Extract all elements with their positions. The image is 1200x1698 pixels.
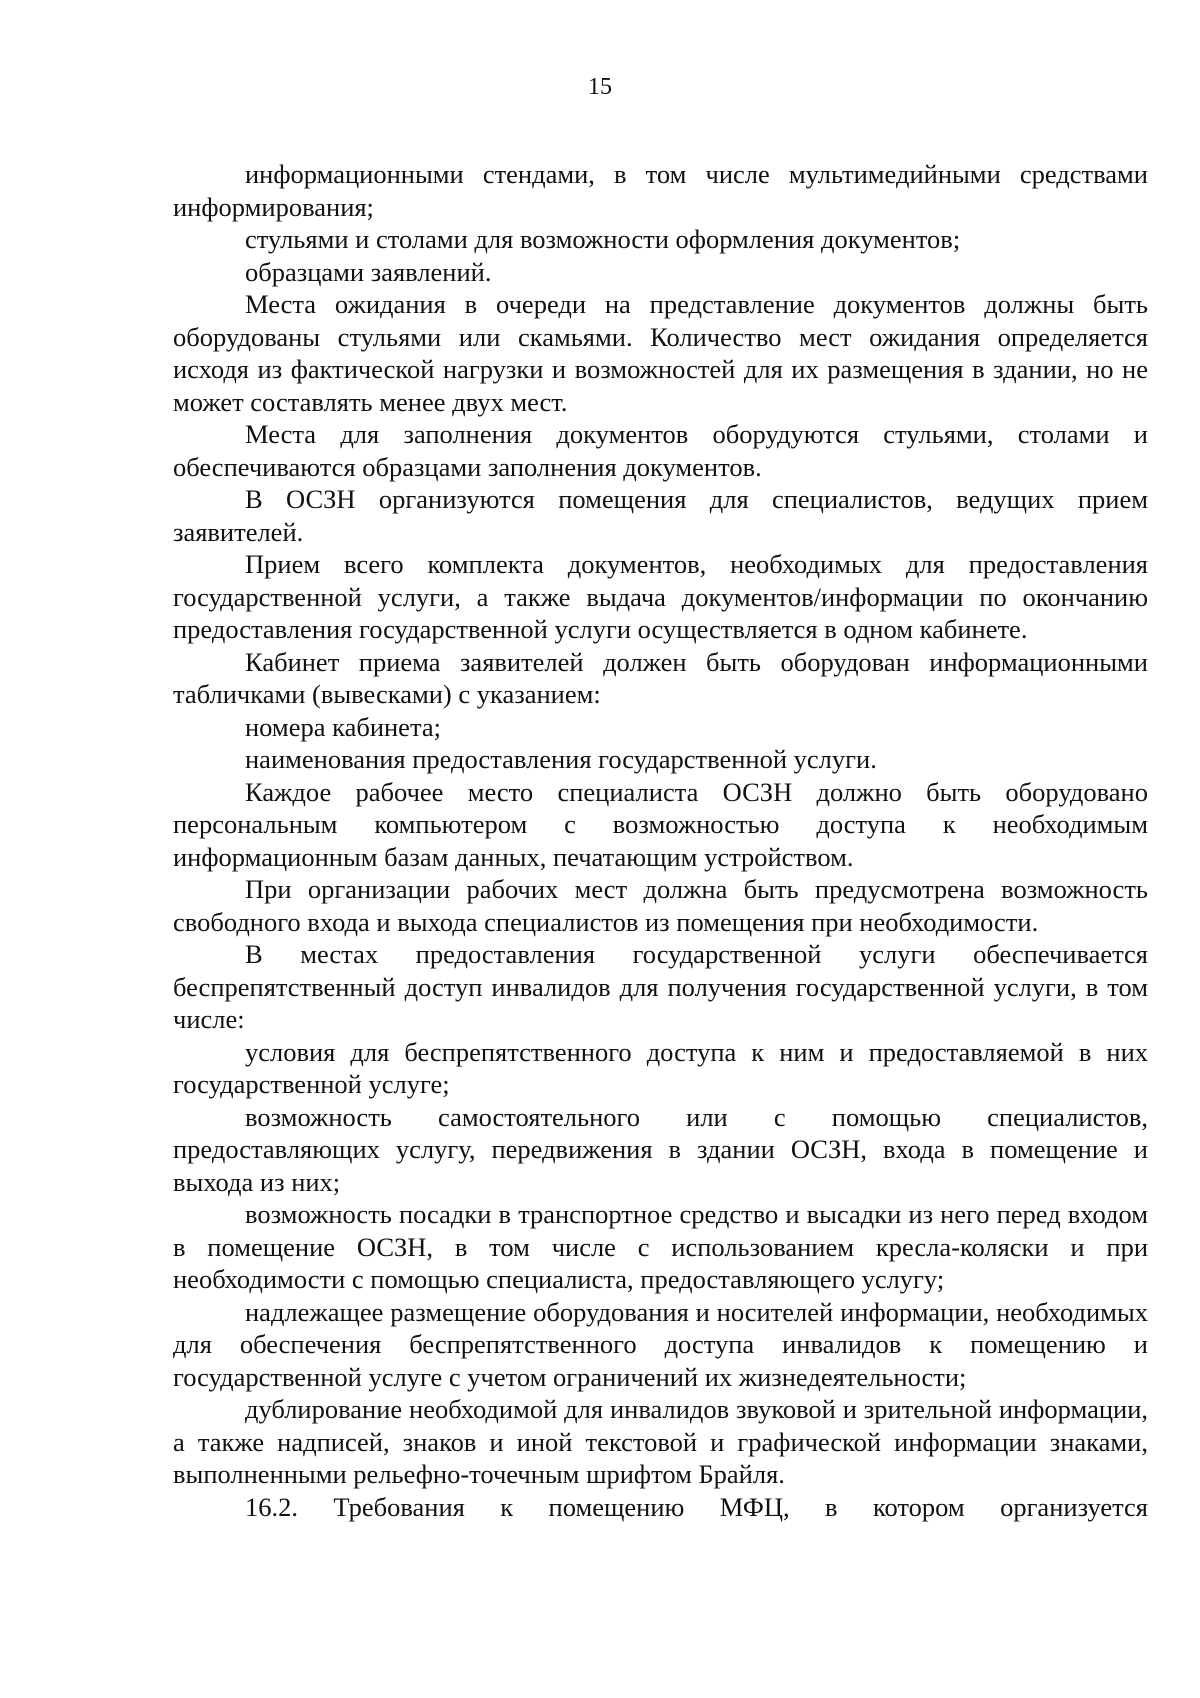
paragraph: Места для заполнения документов оборудуются стульями, столами и обеспечиваются образцами заполнения документов.	[173, 419, 1148, 482]
paragraph: Места ожидания в очереди на представление документов должны быть оборудованы стульями или скамьями. Количество мест ожидания определяется исходя из фактической нагрузки и возможностей для их размещения в здании, но не может составлять менее двух мест.	[173, 289, 1148, 417]
page-number: 15	[588, 74, 612, 100]
document-body	[173, 158, 1148, 1523]
paragraph: При организации рабочих мест должна быть предусмотрена возможность свободного входа и выхода специалистов из помещения при необходимости.	[173, 874, 1148, 937]
paragraph: надлежащее размещение оборудования и носителей информации, необходимых для обеспечения беспрепятственного доступа инвалидов к помещению и государственной услуге с учетом ограничений их жизнедеятельности;	[173, 1296, 1148, 1392]
paragraph: В местах предоставления государственной услуги обеспечивается беспрепятственный доступ инвалидов для получения государственной услуги, в том числе:	[173, 939, 1148, 1034]
paragraph: номера кабинета;	[245, 711, 441, 742]
paragraph: Каждое рабочее место специалиста ОСЗН должно быть оборудовано персональным компьютером с возможностью доступа к необходимым информационным базам данных, печатающим устройством.	[173, 776, 1148, 872]
paragraph: стульями и столами для возможности оформления документов;	[245, 224, 961, 254]
paragraph: Прием всего комплекта документов, необходимых для предоставления государственной услуги, а также выдача документов/информации по окончанию предоставления государственной услуги осуществляется в одном кабинете.	[173, 549, 1148, 644]
paragraph: возможность самостоятельного или с помощью специалистов, предоставляющих услугу, передвижения в здании ОСЗН, входа в помещение и выхода из них;	[173, 1101, 1148, 1197]
paragraph: наименования предоставления государственной услуги.	[245, 744, 877, 774]
paragraph: дублирование необходимой для инвалидов звуковой и зрительной информации, а также надписей, знаков и иной текстовой и графической информации знаками, выполненными рельефно-точечным шрифтом Брайля.	[173, 1394, 1148, 1489]
paragraph: образцами заявлений.	[245, 256, 492, 287]
paragraph: Кабинет приема заявителей должен быть оборудован информационными табличками (вывесками) с указанием:	[173, 646, 1148, 709]
paragraph: условия для беспрепятственного доступа к ним и предоставляемой в них государственной услуге;	[173, 1036, 1148, 1099]
paragraph: возможность посадки в транспортное средство и высадки из него перед входом в помещение ОСЗН, в том числе с использованием кресла-коляски и при необходимости с помощью специалиста, предоставляющего услугу;	[173, 1199, 1148, 1294]
paragraph: информационными стендами, в том числе мультимедийными средствами информирования;	[173, 159, 1148, 222]
paragraph-continued: 16.2. Требования к помещению МФЦ, в котором организуется	[245, 1491, 1148, 1522]
paragraph: В ОСЗН организуются помещения для специалистов, ведущих прием заявителей.	[173, 484, 1148, 547]
